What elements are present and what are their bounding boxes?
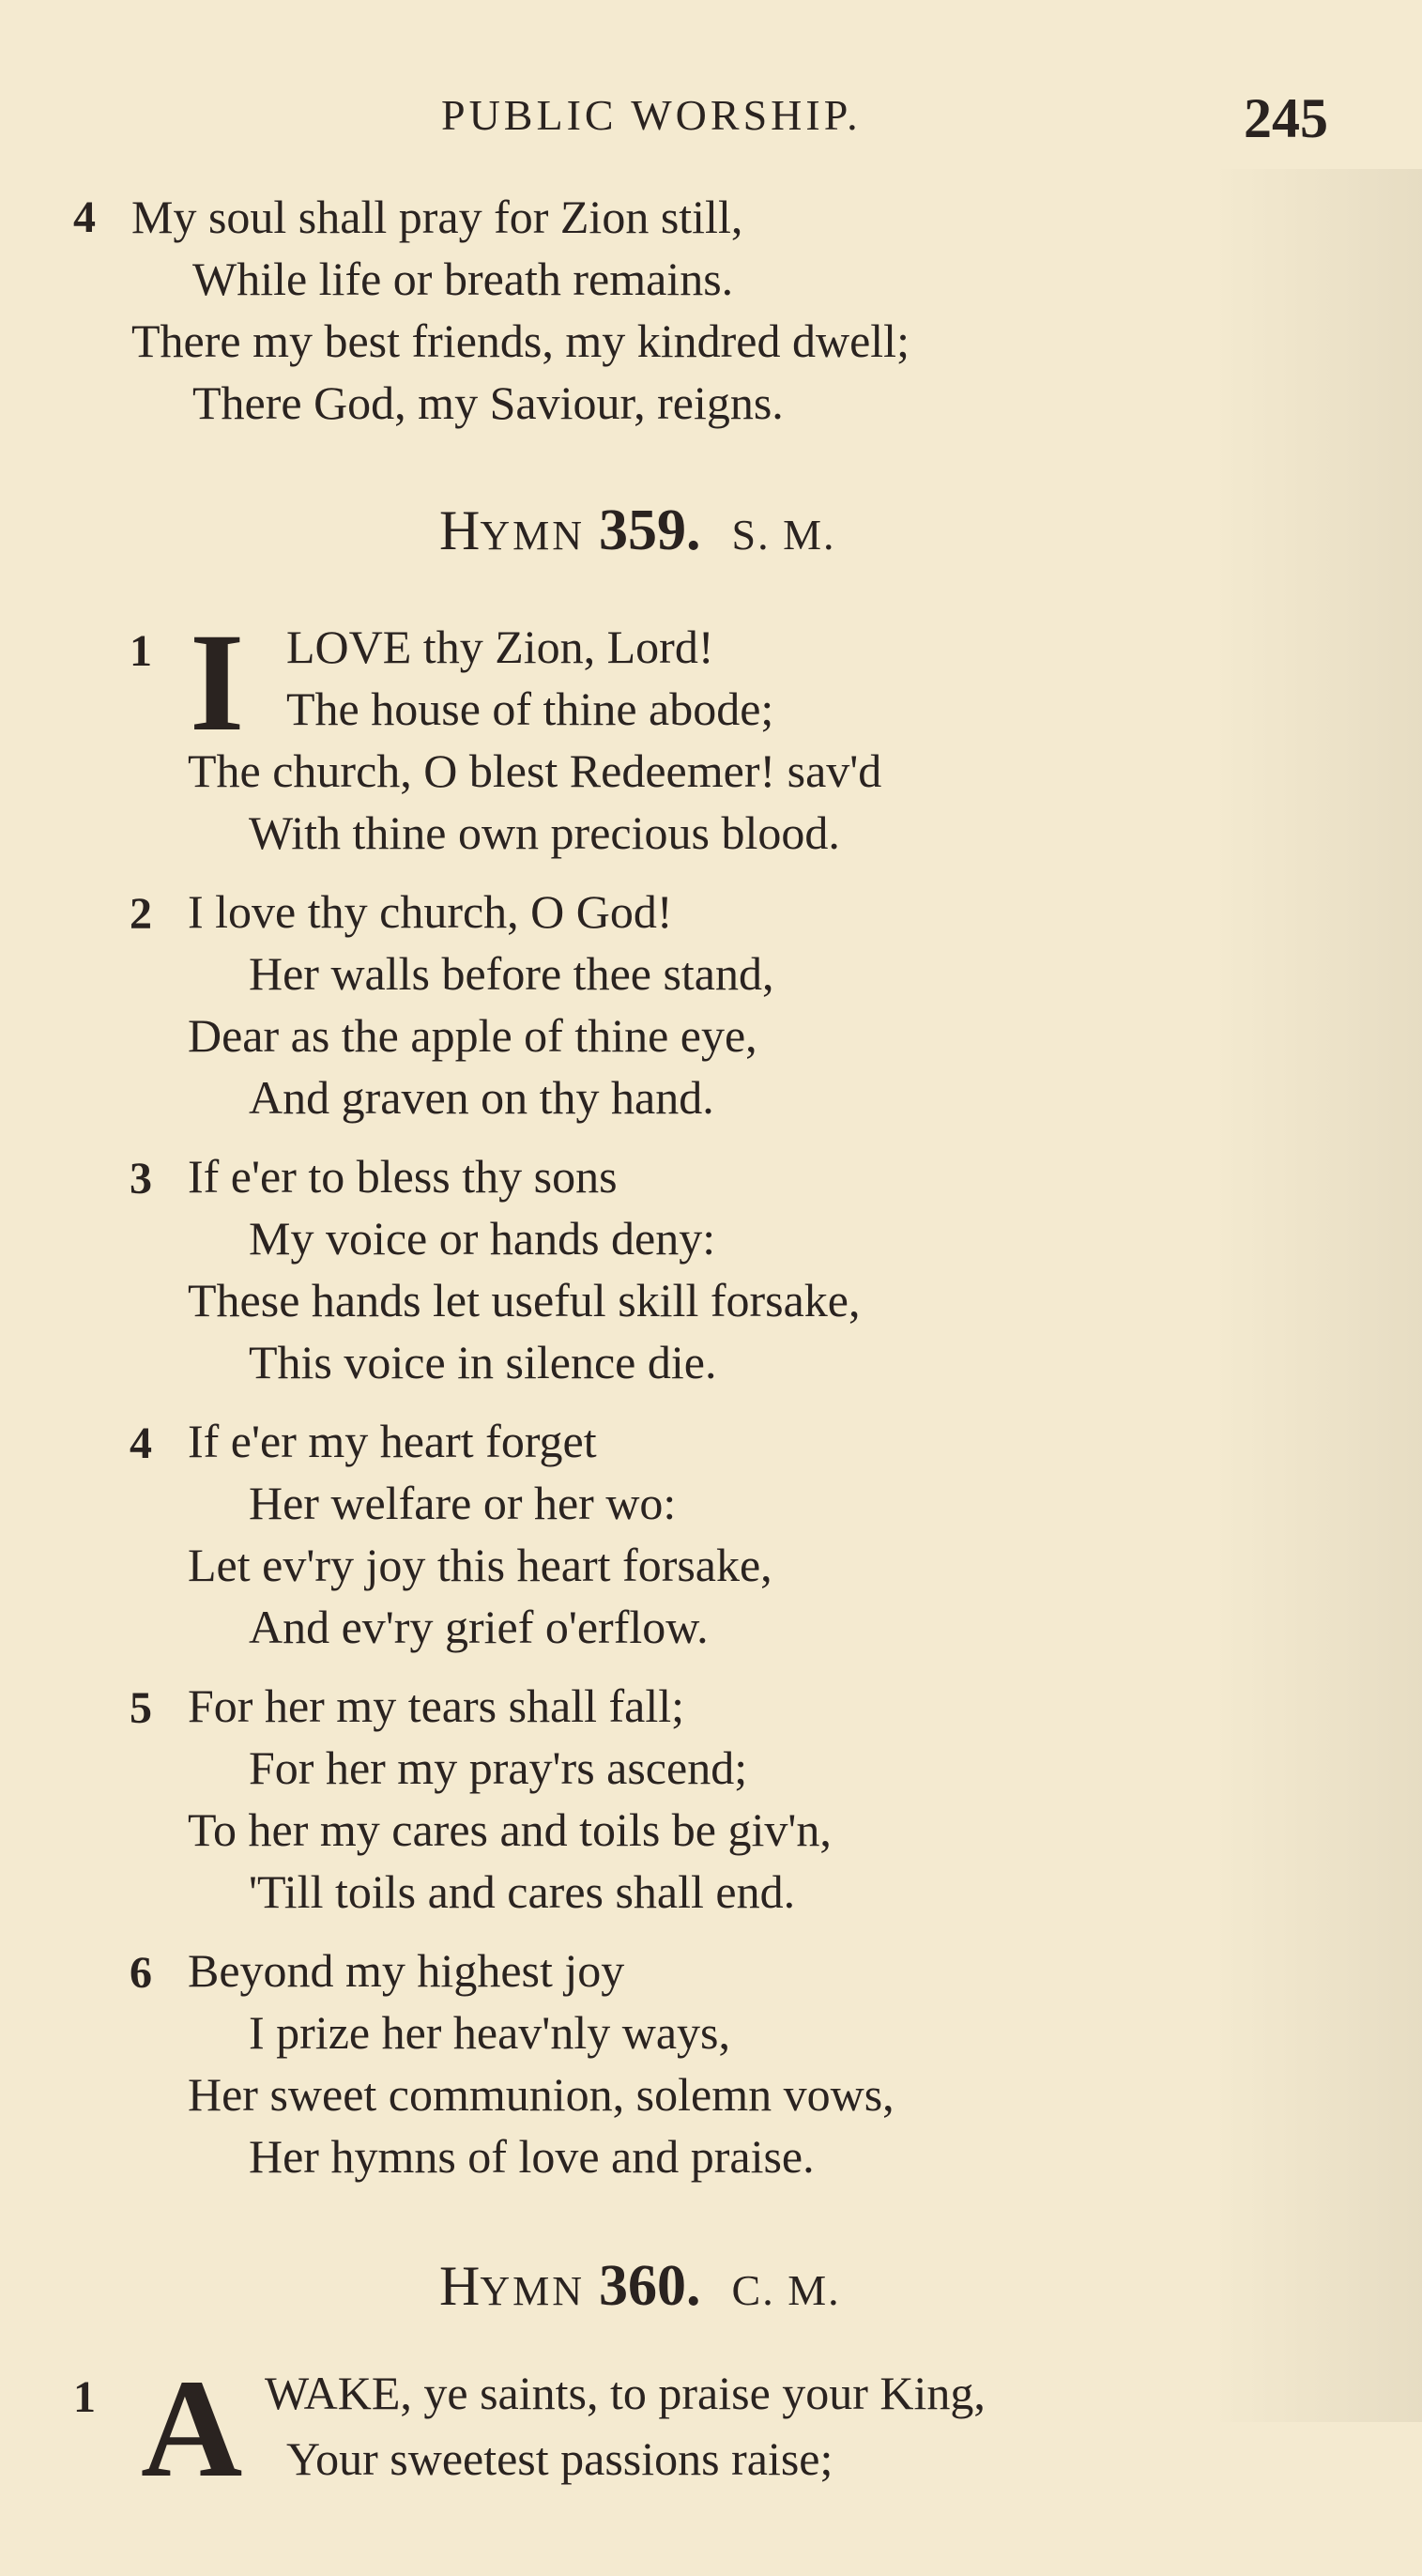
verse-line: My voice or hands deny:	[249, 1212, 716, 1265]
verse-line: With thine own precious blood.	[249, 806, 840, 859]
verse-line: Dear as the apple of thine eye,	[188, 1009, 757, 1062]
verse-line: I love thy church, O God!	[188, 885, 673, 938]
verse-line: Your sweetest passions raise;	[286, 2432, 833, 2485]
verse-line: Beyond my highest joy	[188, 1944, 625, 1997]
hymn-label-smallcaps: YMN	[480, 513, 586, 559]
stanza-number: 4	[130, 1418, 152, 1468]
verse-line: Let ev'ry joy this heart forsake,	[188, 1539, 772, 1591]
verse-line: While life or breath remains.	[192, 253, 734, 305]
verse-line: These hands let useful skill forsake,	[188, 1274, 861, 1326]
stanza-number: 1	[73, 2372, 96, 2422]
show-through-shadow	[1211, 169, 1422, 2422]
hymn-label-smallcaps: YMN	[480, 2268, 586, 2314]
page-number: 245	[1244, 87, 1328, 149]
verse-line: Her walls before thee stand,	[249, 947, 774, 1000]
hymn-label: H	[439, 499, 481, 561]
verse-line: Her sweet communion, solemn vows,	[188, 2068, 894, 2121]
verse-line: And ev'ry grief o'erflow.	[249, 1601, 709, 1653]
verse-line: There God, my Saviour, reigns.	[192, 376, 784, 429]
verse-line: 'Till toils and cares shall end.	[249, 1865, 796, 1918]
drop-cap: I	[190, 605, 245, 760]
verse-line: I prize her heav'nly ways,	[249, 2006, 730, 2059]
hymn-meter: S. M.	[731, 511, 836, 559]
hymn-360-title	[439, 2253, 841, 2320]
verse-line: If e'er to bless thy sons	[188, 1150, 618, 1203]
stanza-number: 3	[130, 1154, 152, 1204]
stanza-number: 1	[130, 626, 152, 676]
verse-line: The house of thine abode;	[286, 682, 774, 735]
drop-cap: A	[141, 2351, 243, 2507]
verse-line: My soul shall pray for Zion still,	[131, 191, 743, 243]
verse-line: If e'er my heart forget	[188, 1415, 597, 1467]
verse-line: Her welfare or her wo:	[249, 1477, 677, 1529]
verse-line: Her hymns of love and praise.	[249, 2130, 815, 2183]
verse-line: The church, O blest Redeemer! sav'd	[188, 744, 882, 797]
stanza-number: 4	[73, 192, 96, 242]
verse-line: There my best friends, my kindred dwell;	[131, 314, 910, 367]
verse-line: And graven on thy hand.	[249, 1071, 714, 1124]
stanza-number: 5	[130, 1683, 152, 1733]
running-head: PUBLIC WORSHIP.	[441, 91, 862, 139]
verse-line: WAKE, ye saints, to praise your King,	[265, 2367, 986, 2419]
page-header	[0, 86, 1422, 149]
verse-line: LOVE thy Zion, Lord!	[286, 621, 714, 673]
verse-line: For her my pray'rs ascend;	[249, 1741, 748, 1794]
hymn-number: 359.	[599, 498, 701, 562]
hymn-label: H	[439, 2255, 481, 2317]
stanza-number: 2	[130, 889, 152, 939]
verse-line: This voice in silence die.	[249, 1336, 717, 1388]
stanza-number: 6	[130, 1948, 152, 1998]
hymn-meter: C. M.	[731, 2266, 841, 2314]
verse-line: For her my tears shall fall;	[188, 1679, 685, 1732]
hymn-359-title	[439, 498, 836, 564]
verse-line: To her my cares and toils be giv'n,	[188, 1803, 832, 1856]
hymn-number: 360.	[599, 2254, 701, 2318]
